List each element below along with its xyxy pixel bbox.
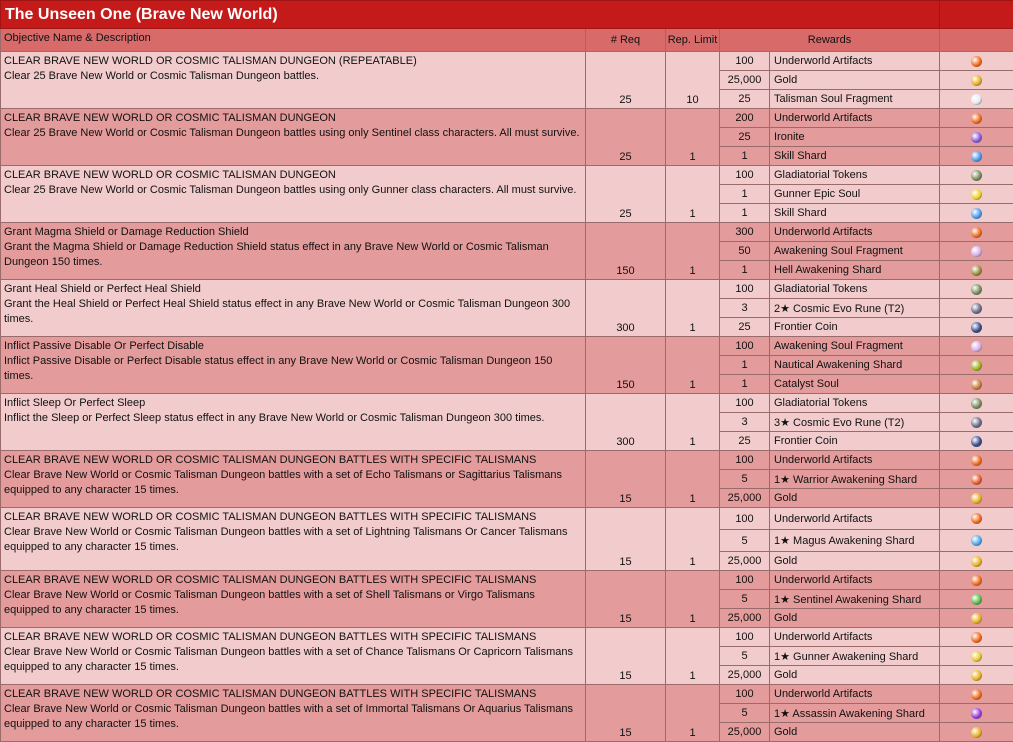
objective-desc: Inflict Passive Disable or Perfect Disable status effect in any Brave New World or Cosmic Talisman Dungeon 150 times. <box>4 354 582 384</box>
reward-item: Gold <box>770 489 940 508</box>
objective-desc: Clear Brave New World or Cosmic Talisman Dungeon battles with a set of Chance Talismans Or Capricorn Talismans equipped to any character 15 times. <box>4 645 582 675</box>
reward-item: Gunner Epic Soul <box>770 185 940 204</box>
reward-icon-cell <box>940 530 1013 552</box>
objective-desc: Clear 25 Brave New World or Cosmic Talisman Dungeon battles. <box>4 69 582 84</box>
reward-qty: 5 <box>720 530 770 552</box>
reward-icon-cell <box>940 552 1013 571</box>
table-row <box>1 628 1013 647</box>
reward-item: Gold <box>770 71 940 90</box>
table-row <box>1 337 1013 356</box>
frontier-coin-icon <box>971 322 982 333</box>
reward-item: Underworld Artifacts <box>770 223 940 242</box>
reward-qty: 3 <box>720 413 770 432</box>
reward-item: Gold <box>770 666 940 685</box>
gladiatorial-token-icon <box>971 170 982 181</box>
reward-item: Underworld Artifacts <box>770 109 940 128</box>
reward-qty: 100 <box>720 166 770 185</box>
reward-item: Nautical Awakening Shard <box>770 356 940 375</box>
skill-shard-icon <box>971 208 982 219</box>
objective-name: CLEAR BRAVE NEW WORLD OR COSMIC TALISMAN DUNGEON BATTLES WITH SPECIFIC TALISMANS <box>4 510 582 525</box>
reward-icon-cell <box>940 470 1013 489</box>
limit-cell: 1 <box>666 571 720 628</box>
objective-cell <box>1 52 586 109</box>
limit-cell: 1 <box>666 109 720 166</box>
reward-qty: 1 <box>720 204 770 223</box>
reward-icon-cell <box>940 90 1013 109</box>
reward-item: Catalyst Soul <box>770 375 940 394</box>
req-cell: 300 <box>586 394 666 451</box>
reward-qty: 5 <box>720 470 770 489</box>
req-cell: 15 <box>586 685 666 742</box>
reward-qty: 25 <box>720 318 770 337</box>
skill-shard-icon <box>971 151 982 162</box>
awakening-fragment-icon <box>971 341 982 352</box>
reward-qty: 100 <box>720 52 770 71</box>
reward-qty: 5 <box>720 704 770 723</box>
reward-item: Talisman Soul Fragment <box>770 90 940 109</box>
reward-icon-cell <box>940 647 1013 666</box>
reward-icon-cell <box>940 185 1013 204</box>
objective-name: Grant Heal Shield or Perfect Heal Shield <box>4 282 582 297</box>
reward-qty: 25,000 <box>720 71 770 90</box>
reward-icon-cell <box>940 609 1013 628</box>
evo-rune-icon <box>971 303 982 314</box>
req-cell: 15 <box>586 451 666 508</box>
header-icon <box>940 29 1013 52</box>
reward-icon-cell <box>940 223 1013 242</box>
gladiatorial-token-icon <box>971 398 982 409</box>
talisman-fragment-icon <box>971 94 982 105</box>
reward-item: Skill Shard <box>770 147 940 166</box>
reward-icon-cell <box>940 128 1013 147</box>
header-objective: Objective Name & Description <box>1 29 586 52</box>
reward-item: Frontier Coin <box>770 432 940 451</box>
reward-qty: 25,000 <box>720 489 770 508</box>
objective-name: CLEAR BRAVE NEW WORLD OR COSMIC TALISMAN DUNGEON (REPEATABLE) <box>4 54 582 69</box>
reward-qty: 1 <box>720 261 770 280</box>
objective-name: Inflict Sleep Or Perfect Sleep <box>4 396 582 411</box>
reward-item: Frontier Coin <box>770 318 940 337</box>
reward-icon-cell <box>940 261 1013 280</box>
artifact-icon <box>971 632 982 643</box>
reward-qty: 100 <box>720 571 770 590</box>
reward-icon-cell <box>940 723 1013 742</box>
objective-cell <box>1 223 586 280</box>
limit-cell: 1 <box>666 394 720 451</box>
artifact-icon <box>971 689 982 700</box>
reward-icon-cell <box>940 375 1013 394</box>
req-cell: 150 <box>586 223 666 280</box>
table-row <box>1 52 1013 71</box>
limit-cell: 1 <box>666 280 720 337</box>
reward-item: 1★ Gunner Awakening Shard <box>770 647 940 666</box>
reward-icon-cell <box>940 685 1013 704</box>
reward-icon-cell <box>940 413 1013 432</box>
limit-cell: 10 <box>666 52 720 109</box>
reward-qty: 1 <box>720 375 770 394</box>
req-cell: 15 <box>586 628 666 685</box>
reward-qty: 200 <box>720 109 770 128</box>
page-title: The Unseen One (Brave New World) <box>1 1 940 29</box>
gunner-soul-icon <box>971 189 982 200</box>
objective-cell <box>1 571 586 628</box>
frontier-coin-icon <box>971 436 982 447</box>
objective-cell <box>1 508 586 571</box>
gold-icon <box>971 75 982 86</box>
header-req: # Req <box>586 29 666 52</box>
req-cell: 15 <box>586 571 666 628</box>
reward-item: Gladiatorial Tokens <box>770 280 940 299</box>
reward-icon-cell <box>940 71 1013 90</box>
reward-item: Hell Awakening Shard <box>770 261 940 280</box>
objective-desc: Clear Brave New World or Cosmic Talisman Dungeon battles with a set of Echo Talismans or Sagittarius Talismans equipped to any character 15 times. <box>4 468 582 498</box>
reward-item: Underworld Artifacts <box>770 508 940 530</box>
objective-name: Inflict Passive Disable Or Perfect Disable <box>4 339 582 354</box>
req-cell: 15 <box>586 508 666 571</box>
reward-qty: 100 <box>720 628 770 647</box>
artifact-icon <box>971 227 982 238</box>
reward-qty: 50 <box>720 242 770 261</box>
objective-name: CLEAR BRAVE NEW WORLD OR COSMIC TALISMAN DUNGEON BATTLES WITH SPECIFIC TALISMANS <box>4 687 582 702</box>
reward-icon-cell <box>940 489 1013 508</box>
objective-cell <box>1 166 586 223</box>
magus-shard-icon <box>971 535 982 546</box>
reward-item: 1★ Sentinel Awakening Shard <box>770 590 940 609</box>
reward-item: Underworld Artifacts <box>770 52 940 71</box>
artifact-icon <box>971 56 982 67</box>
sentinel-shard-icon <box>971 594 982 605</box>
hell-shard-icon <box>971 265 982 276</box>
assassin-shard-icon <box>971 708 982 719</box>
req-cell: 25 <box>586 109 666 166</box>
reward-qty: 100 <box>720 451 770 470</box>
reward-item: Awakening Soul Fragment <box>770 242 940 261</box>
limit-cell: 1 <box>666 337 720 394</box>
reward-item: Underworld Artifacts <box>770 571 940 590</box>
artifact-icon <box>971 113 982 124</box>
reward-icon-cell <box>940 590 1013 609</box>
header-limit: Rep. Limit <box>666 29 720 52</box>
objective-desc: Clear 25 Brave New World or Cosmic Talisman Dungeon battles using only Sentinel class characters. All must survive. <box>4 126 582 141</box>
reward-qty: 1 <box>720 185 770 204</box>
gold-icon <box>971 493 982 504</box>
table-row <box>1 571 1013 590</box>
reward-qty: 100 <box>720 508 770 530</box>
reward-qty: 100 <box>720 280 770 299</box>
table-row <box>1 223 1013 242</box>
req-cell: 25 <box>586 166 666 223</box>
reward-item: Ironite <box>770 128 940 147</box>
reward-item: Awakening Soul Fragment <box>770 337 940 356</box>
reward-qty: 25 <box>720 432 770 451</box>
objective-cell <box>1 280 586 337</box>
reward-qty: 25,000 <box>720 609 770 628</box>
gold-icon <box>971 613 982 624</box>
reward-qty: 5 <box>720 590 770 609</box>
reward-item: Skill Shard <box>770 204 940 223</box>
objective-cell <box>1 451 586 508</box>
reward-item: Underworld Artifacts <box>770 628 940 647</box>
reward-item: Gladiatorial Tokens <box>770 394 940 413</box>
limit-cell: 1 <box>666 628 720 685</box>
artifact-icon <box>971 575 982 586</box>
table-row <box>1 451 1013 470</box>
limit-cell: 1 <box>666 508 720 571</box>
title-spacer <box>940 1 1013 29</box>
objective-desc: Inflict the Sleep or Perfect Sleep status effect in any Brave New World or Cosmic Talisman Dungeon 300 times. <box>4 411 582 426</box>
reward-icon-cell <box>940 666 1013 685</box>
artifact-icon <box>971 455 982 466</box>
reward-icon-cell <box>940 299 1013 318</box>
reward-icon-cell <box>940 356 1013 375</box>
objective-desc: Grant the Heal Shield or Perfect Heal Shield status effect in any Brave New World or Cosmic Talisman Dungeon 300 times. <box>4 297 582 327</box>
reward-icon-cell <box>940 451 1013 470</box>
reward-qty: 25,000 <box>720 723 770 742</box>
objective-name: CLEAR BRAVE NEW WORLD OR COSMIC TALISMAN DUNGEON <box>4 168 582 183</box>
objective-desc: Clear Brave New World or Cosmic Talisman Dungeon battles with a set of Lightning Talismans Or Cancer Talismans equipped to any character 15 times. <box>4 525 582 555</box>
objective-name: CLEAR BRAVE NEW WORLD OR COSMIC TALISMAN DUNGEON BATTLES WITH SPECIFIC TALISMANS <box>4 630 582 645</box>
reward-qty: 25 <box>720 90 770 109</box>
gold-icon <box>971 727 982 738</box>
reward-item: Gladiatorial Tokens <box>770 166 940 185</box>
reward-qty: 25 <box>720 128 770 147</box>
objective-desc: Clear Brave New World or Cosmic Talisman Dungeon battles with a set of Shell Talismans or Virgo Talismans equipped to any character 15 times. <box>4 588 582 618</box>
reward-qty: 1 <box>720 147 770 166</box>
objective-name: CLEAR BRAVE NEW WORLD OR COSMIC TALISMAN DUNGEON BATTLES WITH SPECIFIC TALISMANS <box>4 573 582 588</box>
req-cell: 300 <box>586 280 666 337</box>
reward-item: Gold <box>770 552 940 571</box>
objective-cell <box>1 337 586 394</box>
req-cell: 150 <box>586 337 666 394</box>
reward-icon-cell <box>940 432 1013 451</box>
evo-rune-icon <box>971 417 982 428</box>
reward-qty: 3 <box>720 299 770 318</box>
reward-qty: 300 <box>720 223 770 242</box>
limit-cell: 1 <box>666 166 720 223</box>
objective-cell <box>1 685 586 742</box>
header-rewards: Rewards <box>720 29 940 52</box>
reward-qty: 25,000 <box>720 666 770 685</box>
table-row <box>1 685 1013 704</box>
table-row <box>1 508 1013 530</box>
reward-qty: 100 <box>720 685 770 704</box>
reward-item: 1★ Assassin Awakening Shard <box>770 704 940 723</box>
reward-qty: 5 <box>720 647 770 666</box>
reward-item: 1★ Magus Awakening Shard <box>770 530 940 552</box>
reward-icon-cell <box>940 242 1013 261</box>
artifact-icon <box>971 513 982 524</box>
table-row <box>1 394 1013 413</box>
reward-icon-cell <box>940 394 1013 413</box>
reward-qty: 25,000 <box>720 552 770 571</box>
objective-name: CLEAR BRAVE NEW WORLD OR COSMIC TALISMAN DUNGEON <box>4 111 582 126</box>
ironite-icon <box>971 132 982 143</box>
limit-cell: 1 <box>666 451 720 508</box>
nautical-shard-icon <box>971 360 982 371</box>
reward-qty: 100 <box>720 394 770 413</box>
table-row <box>1 109 1013 128</box>
objective-cell <box>1 109 586 166</box>
objective-name: CLEAR BRAVE NEW WORLD OR COSMIC TALISMAN DUNGEON BATTLES WITH SPECIFIC TALISMANS <box>4 453 582 468</box>
objective-name: Grant Magma Shield or Damage Reduction Shield <box>4 225 582 240</box>
gold-icon <box>971 670 982 681</box>
reward-qty: 1 <box>720 356 770 375</box>
reward-item: 2★ Cosmic Evo Rune (T2) <box>770 299 940 318</box>
table-row <box>1 166 1013 185</box>
reward-item: Underworld Artifacts <box>770 451 940 470</box>
reward-item: 3★ Cosmic Evo Rune (T2) <box>770 413 940 432</box>
reward-icon-cell <box>940 166 1013 185</box>
reward-icon-cell <box>940 704 1013 723</box>
objective-desc: Grant the Magma Shield or Damage Reduction Shield status effect in any Brave New World or Cosmic Talisman Dungeon 150 times. <box>4 240 582 270</box>
reward-qty: 100 <box>720 337 770 356</box>
reward-icon-cell <box>940 52 1013 71</box>
reward-icon-cell <box>940 109 1013 128</box>
gunner-shard-icon <box>971 651 982 662</box>
reward-icon-cell <box>940 147 1013 166</box>
table-row <box>1 280 1013 299</box>
reward-icon-cell <box>940 571 1013 590</box>
reward-item: Gold <box>770 609 940 628</box>
reward-icon-cell <box>940 280 1013 299</box>
reward-icon-cell <box>940 337 1013 356</box>
req-cell: 25 <box>586 52 666 109</box>
warrior-shard-icon <box>971 474 982 485</box>
objective-desc: Clear 25 Brave New World or Cosmic Talisman Dungeon battles using only Gunner class characters. All must survive. <box>4 183 582 198</box>
reward-icon-cell <box>940 508 1013 530</box>
reward-icon-cell <box>940 204 1013 223</box>
limit-cell: 1 <box>666 223 720 280</box>
catalyst-soul-icon <box>971 379 982 390</box>
objective-cell <box>1 628 586 685</box>
gold-icon <box>971 556 982 567</box>
objective-desc: Clear Brave New World or Cosmic Talisman Dungeon battles with a set of Immortal Talismans Or Aquarius Talismans equipped to any character 15 times. <box>4 702 582 732</box>
reward-item: 1★ Warrior Awakening Shard <box>770 470 940 489</box>
reward-item: Underworld Artifacts <box>770 685 940 704</box>
objective-cell <box>1 394 586 451</box>
reward-item: Gold <box>770 723 940 742</box>
awakening-fragment-icon <box>971 246 982 257</box>
reward-icon-cell <box>940 628 1013 647</box>
limit-cell: 1 <box>666 685 720 742</box>
gladiatorial-token-icon <box>971 284 982 295</box>
reward-icon-cell <box>940 318 1013 337</box>
